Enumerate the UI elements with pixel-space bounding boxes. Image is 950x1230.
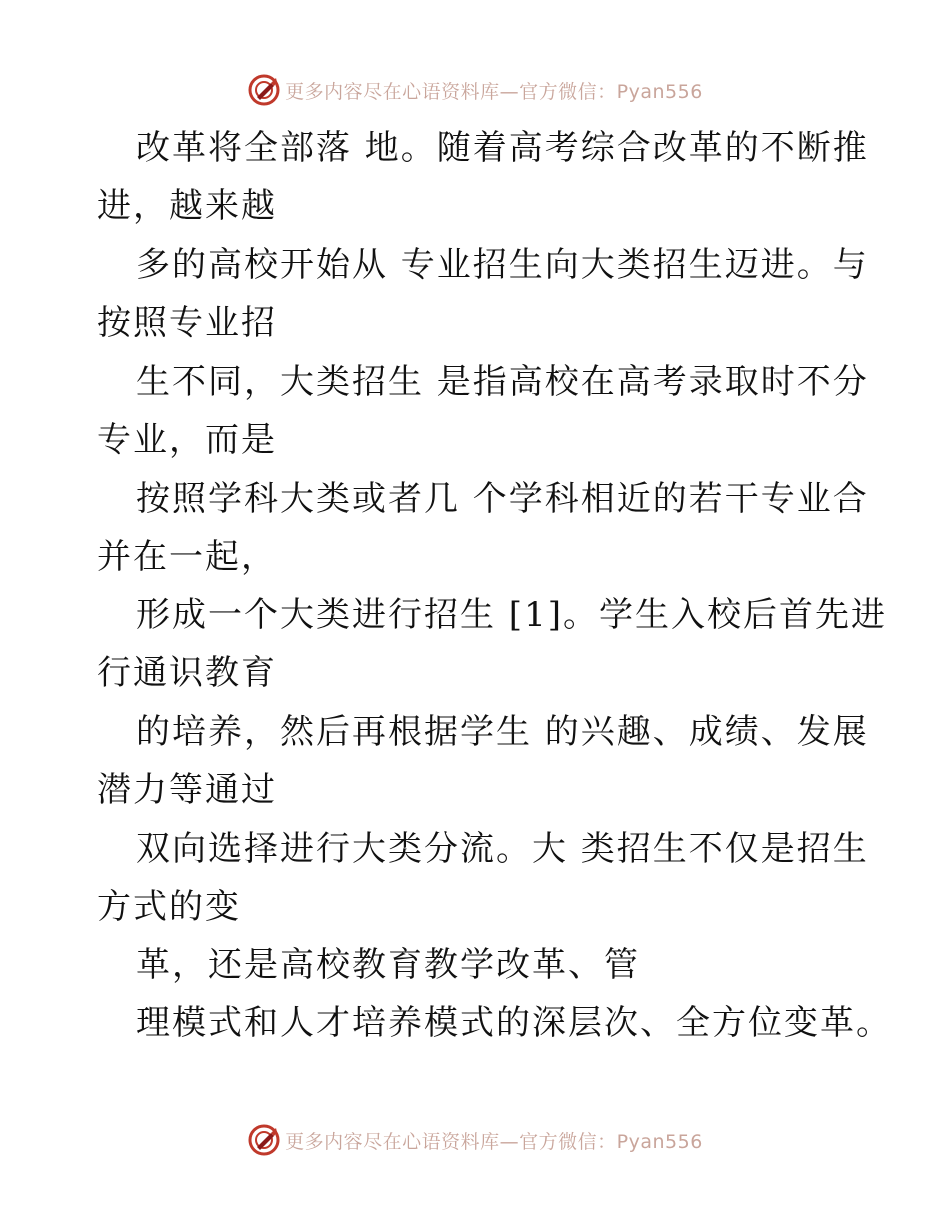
paragraph-line: 理模式和人才培养模式的深层次、全方位变革。 [136,1003,892,1043]
paragraph-line: 多的高校开始从 专业招生向大类招生迈进。与 [136,245,869,285]
paragraph-line: 革，还是高校教育教学改革、管 [136,945,640,985]
banner-text: 更多内容尽在心语资料库—官方微信：Pyan556 [285,1130,703,1153]
brand-logo-icon [247,1123,281,1157]
paragraph-line: 并在一起， [97,537,277,577]
paragraph-line: 按照专业招 [97,303,277,343]
brand-logo-icon [247,73,281,107]
paragraph-line: 的培养，然后再根据学生 的兴趣、成绩、发展 [136,712,869,752]
paragraph-line: 方式的变 [97,887,241,927]
paragraph-line: 行通识教育 [97,653,277,693]
paragraph-line: 进，越来越 [97,186,277,226]
paragraph-line: 专业，而是 [97,420,277,460]
header-banner [0,72,950,108]
paragraph-line: 潜力等通过 [97,770,277,810]
footer-banner [0,1122,950,1158]
paragraph-line: 生不同，大类招生 是指高校在高考录取时不分 [136,362,869,402]
paragraph-line: 双向选择进行大类分流。大 类招生不仅是招生 [136,829,869,869]
paragraph-line: 形成一个大类进行招生 [1]。学生入校后首先进 [136,595,887,635]
banner-text: 更多内容尽在心语资料库—官方微信：Pyan556 [285,80,703,103]
paragraph-line: 按照学科大类或者几 个学科相近的若干专业合 [136,479,869,519]
paragraph-line: 改革将全部落 地。随着高考综合改革的不断推 [136,128,869,168]
